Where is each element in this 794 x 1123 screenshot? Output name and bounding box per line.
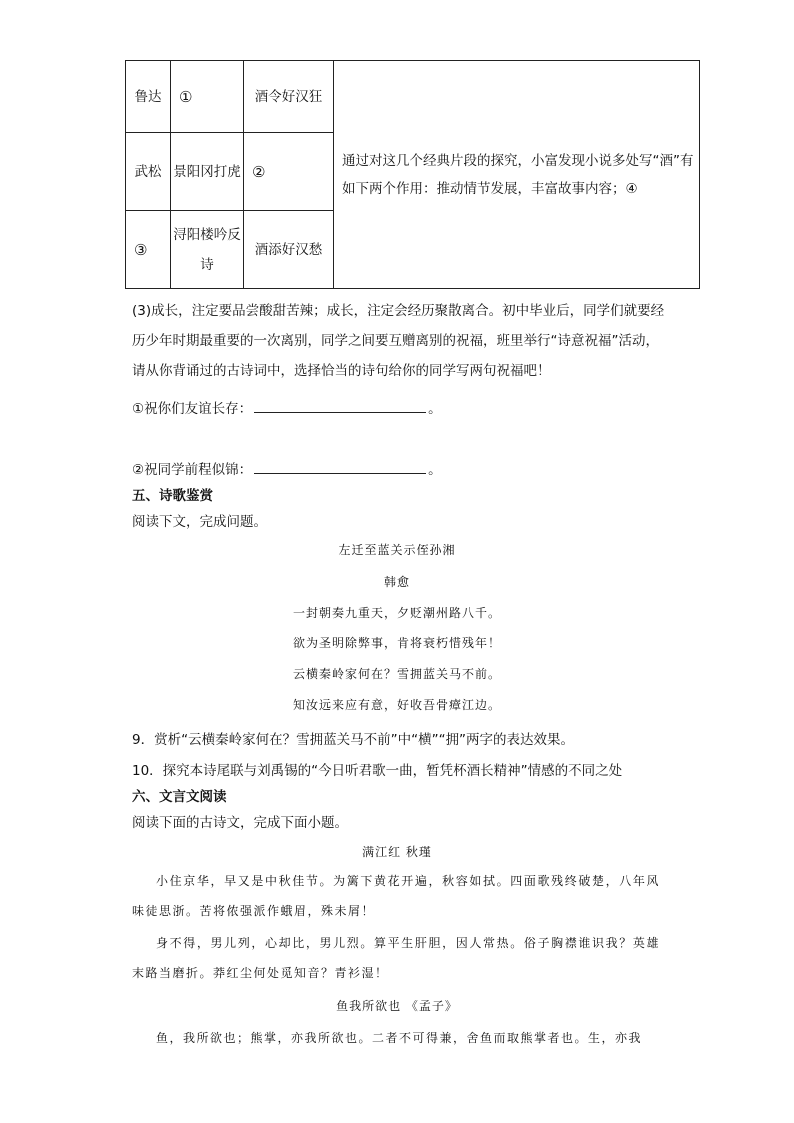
poem-title: 左迁至蓝关示侄孙湘 — [338, 543, 456, 557]
item-1-label: ①祝你们友谊长存： — [132, 401, 253, 417]
answer-blank-2[interactable] — [254, 457, 426, 474]
cell-note: 通过对这几个经典片段的探究，小富发现小说多处写“酒”有如下两个作用：推动情节发展，丰富故事内容；④ — [334, 61, 700, 289]
poem-line: 一封朝奏九重天，夕贬潮州路八千。 — [292, 606, 501, 620]
question-10: 10．探究本诗尾联与刘禹锡的“今日听君歌一曲，暂凭杯酒长精神”情感的不同之处 — [132, 763, 623, 779]
item-1-end: 。 — [428, 401, 442, 417]
cell-event: 浔阳楼吟反诗 — [171, 211, 244, 289]
text-1-title: 满江红 秋瑾 — [362, 845, 432, 859]
text-1-paragraph-1: 小住京华，早又是中秋佳节。为篱下黄花开遍，秋容如拭。四面歌残终破楚，八年风味徒思浙。苦将侬强派作蛾眉，殊未屑！ — [132, 874, 660, 918]
cell-event: 景阳冈打虎 — [171, 133, 244, 211]
cell-name-blank: ③ — [126, 211, 171, 289]
question-9: 9．赏析“云横秦岭家何在？雪拥蓝关马不前”中“横”“拥”两字的表达效果。 — [132, 732, 575, 748]
item-2-label: ②祝同学前程似锦： — [132, 462, 253, 478]
poem-author: 韩愈 — [383, 575, 410, 589]
text-2-title: 鱼我所欲也 《孟子》 — [336, 999, 458, 1013]
section-5-intro: 阅读下文，完成问题。 — [132, 514, 267, 530]
answer-blank-1[interactable] — [254, 396, 426, 413]
character-table — [125, 60, 700, 289]
question-3-text: (3)成长，注定要品尝酸甜苦辣；成长，注定会经历聚散离合。初中毕业后，同学们就要经历少年时期最重要的一次离别，同学之间要互赠离别的祝福，班里举行“诗意祝福”活动，请从你背诵过的古诗词中，选择恰当的诗句给你的同学写两句祝福吧！ — [132, 303, 665, 379]
cell-title-blank: ② — [244, 133, 334, 211]
text-2-paragraph-1: 鱼，我所欲也；熊掌，亦我所欲也。二者不可得兼，舍鱼而取熊掌者也。生，亦我 — [156, 1031, 643, 1045]
table-row — [126, 61, 700, 133]
section-6-heading: 六、文言文阅读 — [132, 789, 227, 805]
poem-line: 云横秦岭家何在？雪拥蓝关马不前。 — [292, 667, 501, 681]
cell-title: 酒令好汉狂 — [244, 61, 334, 133]
cell-title: 酒添好汉愁 — [244, 211, 334, 289]
cell-event-blank: ① — [171, 61, 244, 133]
blank-item-2 — [132, 457, 442, 478]
item-2-end: 。 — [428, 462, 442, 478]
blank-item-1 — [132, 396, 442, 417]
text-1-paragraph-2: 身不得，男儿列，心却比，男儿烈。算平生肝胆，因人常热。俗子胸襟谁识我？英雄末路当磨折。莽红尘何处觅知音？青衫湿！ — [132, 936, 660, 980]
poem-line: 知汝远来应有意，好收吾骨瘴江边。 — [292, 698, 501, 712]
poem-line: 欲为圣明除弊事，肯将衰朽惜残年！ — [292, 636, 501, 650]
cell-name: 武松 — [126, 133, 171, 211]
cell-name: 鲁达 — [126, 61, 171, 133]
section-5-heading: 五、诗歌鉴赏 — [132, 488, 213, 504]
section-6-intro: 阅读下面的古诗文，完成下面小题。 — [132, 815, 348, 831]
